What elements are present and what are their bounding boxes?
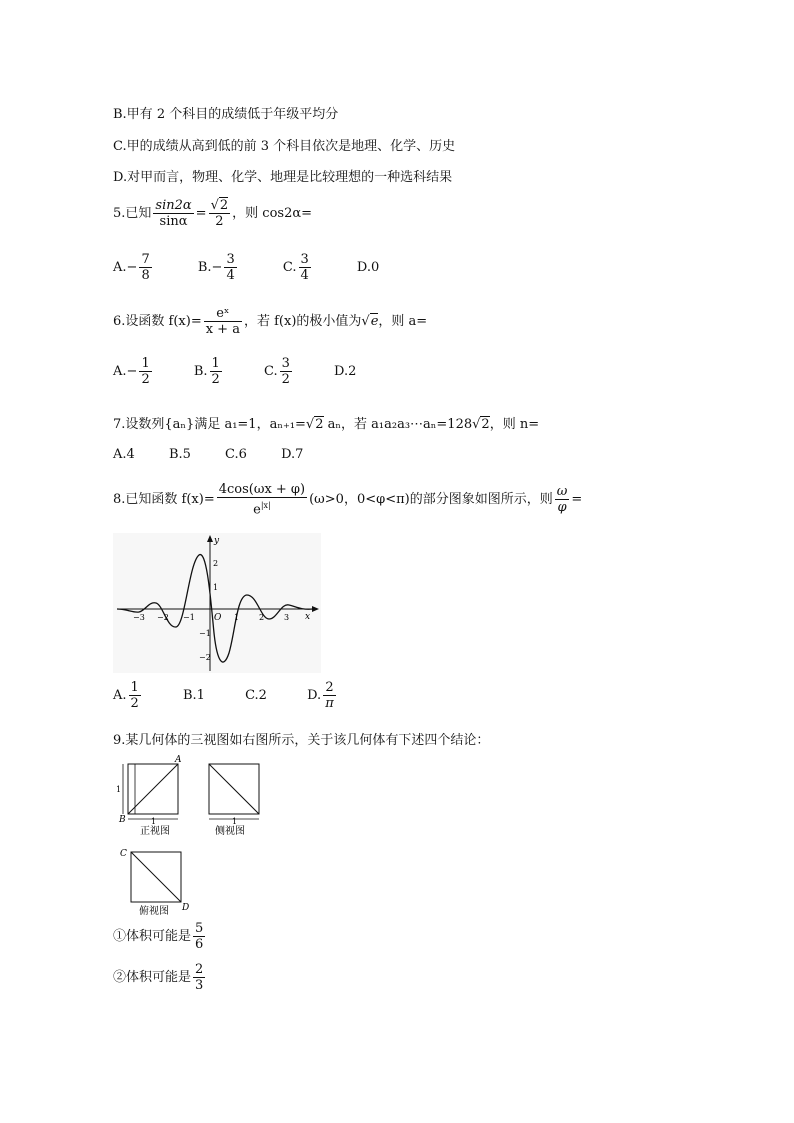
question-5: 5.已知 $\frac{\sin 2\alpha}{\sin\alpha}$ = √ $\frac{2}{2}$ ，则 cos2α=: [113, 198, 312, 229]
x-tick-label: −1: [183, 613, 195, 622]
question-6-options: A.− $\frac{1}{2}$ B. $\frac{1}{2}$ C. $\frac{3}{2}$ D.2: [113, 356, 357, 387]
point-d-label: D: [182, 903, 190, 913]
side-view-width-label: 1: [232, 817, 238, 826]
x-tick-label: −3: [133, 613, 145, 622]
y-axis-label: y: [214, 536, 220, 546]
x-axis-label: x: [305, 612, 311, 622]
top-view-label: 俯视图: [139, 906, 169, 917]
front-view-label: 正视图: [140, 826, 170, 837]
question-5-options: A.− $\frac{7}{8}$ B.− $\frac{3}{4}$ C. $\frac{3}{4}$ D.0: [113, 252, 380, 283]
option-c-line: C.甲的成绩从高到低的前 3 个科目依次是地理、化学、历史: [113, 139, 456, 154]
question-9-stem: 9.某几何体的三视图如右图所示，关于该几何体有下述四个结论：: [113, 733, 490, 748]
x-tick-label: 2: [259, 613, 265, 622]
x-tick-label: 3: [284, 613, 290, 622]
conclusion-1: ①体积可能是 $\frac{5}{6}$: [113, 921, 204, 952]
side-view-label: 侧视图: [215, 826, 245, 837]
point-b-label: B: [119, 815, 126, 825]
question-6: 6.设函数 f(x)= $\frac{\text{eˣ}}{x + a}$ ，若 f(x)的极小值为√ e，则 a=: [113, 306, 427, 337]
front-view-height-label: 1: [116, 785, 122, 794]
question-8: 8.已知函数 f(x)= $\frac{4\cos(\omega x + \varphi)}{e^{|x|}}$ (ω>0，0<φ<π)的部分图象如图所示，则 $\frac{\omega}{\varphi}$ =: [113, 482, 583, 518]
option-b-line: B.甲有 2 个科目的成绩低于年级平均分: [113, 107, 339, 122]
y-tick-label: 2: [213, 559, 219, 568]
y-tick-label: −2: [199, 653, 211, 662]
three-views-figure: [113, 752, 273, 924]
origin-label: O: [214, 613, 222, 623]
question-7-options: A.4 B.5 C.6 D.7: [113, 447, 304, 462]
conclusion-2: ②体积可能是 $\frac{2}{3}$: [113, 962, 204, 993]
option-d-line: D.对甲而言，物理、化学、地理是比较理想的一种选科结果: [113, 170, 453, 185]
top-view-diagonal: [131, 852, 181, 902]
y-tick-label: −1: [199, 629, 211, 638]
front-view-diagonal: [128, 764, 178, 814]
question-7: 7.设数列{aₙ}满足 a₁=1，aₙ₊₁=√ 2 aₙ，若 a₁a₂a₃⋯aₙ=128√ 2，则 n=: [113, 413, 539, 432]
side-view-diagonal: [209, 764, 259, 814]
point-c-label: C: [120, 849, 127, 859]
x-tick-label: −2: [157, 613, 169, 622]
question-8-options: A. $\frac{1}{2}$ B.1 C.2 D. $\frac{2}{\pi}$: [113, 680, 334, 711]
x-tick-label: 1: [234, 613, 240, 622]
y-tick-label: 1: [213, 583, 219, 592]
front-view-width-label: 1: [151, 817, 157, 826]
function-graph: [113, 533, 321, 673]
point-a-label: A: [175, 755, 182, 765]
